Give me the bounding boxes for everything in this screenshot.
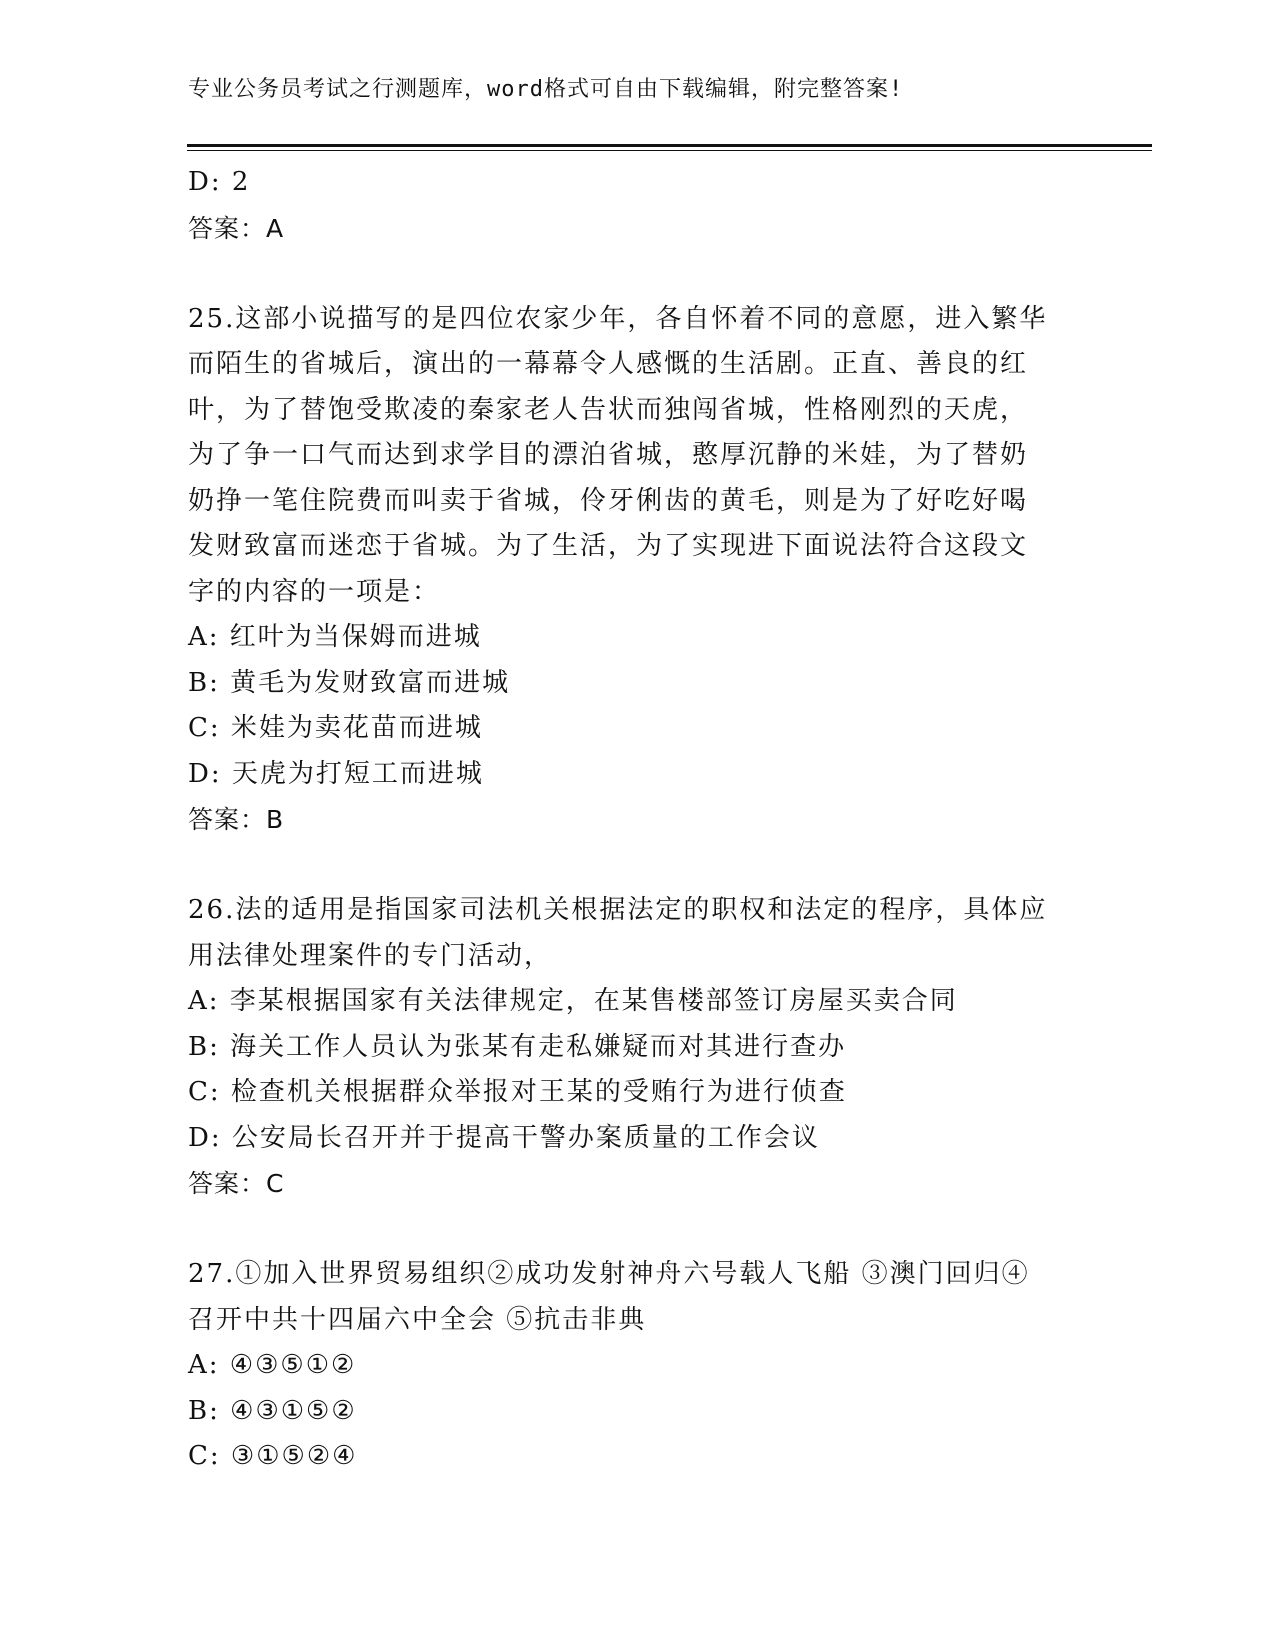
answer-option: C: 米娃为卖花苗而进城	[188, 713, 483, 743]
answer-option: B: 黄毛为发财致富而进城	[188, 667, 511, 698]
question-stem-line: 召开中共十四届六中全会 ⑤抗击非典	[188, 1304, 647, 1335]
question-block	[188, 1252, 1088, 1480]
question-stem-line: 字的内容的一项是：	[188, 576, 441, 607]
answer-option: B: 海关工作人员认为张某有走私嫌疑而对其进行查办	[188, 1031, 847, 1062]
question-stem-line: 为了争一口气而达到求学目的漂泊省城，憨厚沉静的米娃，为了替奶	[188, 440, 1029, 470]
block-spacer	[188, 251, 1088, 297]
answer-option: A: 李某根据国家有关法律规定，在某售楼部签订房屋买卖合同	[188, 986, 958, 1016]
answer-option: C: 检查机关根据群众举报对王某的受贿行为进行侦查	[188, 1077, 847, 1107]
answer-line: 答案：B	[188, 805, 285, 834]
answer-option: A: 红叶为当保姆而进城	[188, 622, 482, 652]
question-stem-line: 25.这部小说描写的是四位农家少年，各自怀着不同的意愿，进入繁华	[188, 303, 1048, 334]
question-stem-line: 用法律处理案件的专门活动，	[188, 940, 553, 971]
answer-option: D: 公安局长召开并于提高干警办案质量的工作会议	[188, 1122, 820, 1153]
question-content	[188, 160, 1088, 1480]
question-block	[188, 297, 1088, 889]
question-stem-line: 27.①加入世界贸易组织②成功发射神舟六号载人飞船 ③澳门回归④	[188, 1259, 1030, 1289]
answer-option: B: ④③①⑤②	[188, 1395, 357, 1426]
answer-line: 答案：C	[188, 1169, 285, 1198]
question-stem-line: 叶，为了替饱受欺凌的秦家老人告状而独闯省城，性格刚烈的天虎，	[188, 394, 1029, 425]
answer-option: D: 天虎为打短工而进城	[188, 758, 484, 789]
answer-line: 答案：A	[188, 213, 285, 243]
question-stem-line: 而陌生的省城后，演出的一幕幕令人感慨的生活剧。正直、善良的红	[188, 349, 1029, 379]
question-stem-line: 26.法的适用是指国家司法机关根据法定的职权和法定的程序，具体应	[188, 895, 1048, 925]
answer-option: A: ④③⑤①②	[188, 1350, 357, 1380]
header-rule-thick	[187, 144, 1152, 147]
question-stem-line: 发财致富而迷恋于省城。为了生活，为了实现进下面说法符合这段文	[188, 531, 1029, 561]
option-d: D: 2	[188, 167, 251, 197]
page-header: 专业公务员考试之行测题库，word格式可自由下载编辑，附完整答案!	[188, 77, 904, 102]
answer-option: C: ③①⑤②④	[188, 1441, 358, 1471]
question-block	[188, 888, 1088, 1252]
block-spacer	[188, 1207, 1088, 1253]
block-spacer	[188, 843, 1088, 889]
question-stem-line: 奶挣一笔住院费而叫卖于省城，伶牙俐齿的黄毛，则是为了好吃好喝	[188, 485, 1029, 516]
header-rule-thin	[187, 150, 1152, 151]
previous-question-tail	[188, 160, 1088, 297]
